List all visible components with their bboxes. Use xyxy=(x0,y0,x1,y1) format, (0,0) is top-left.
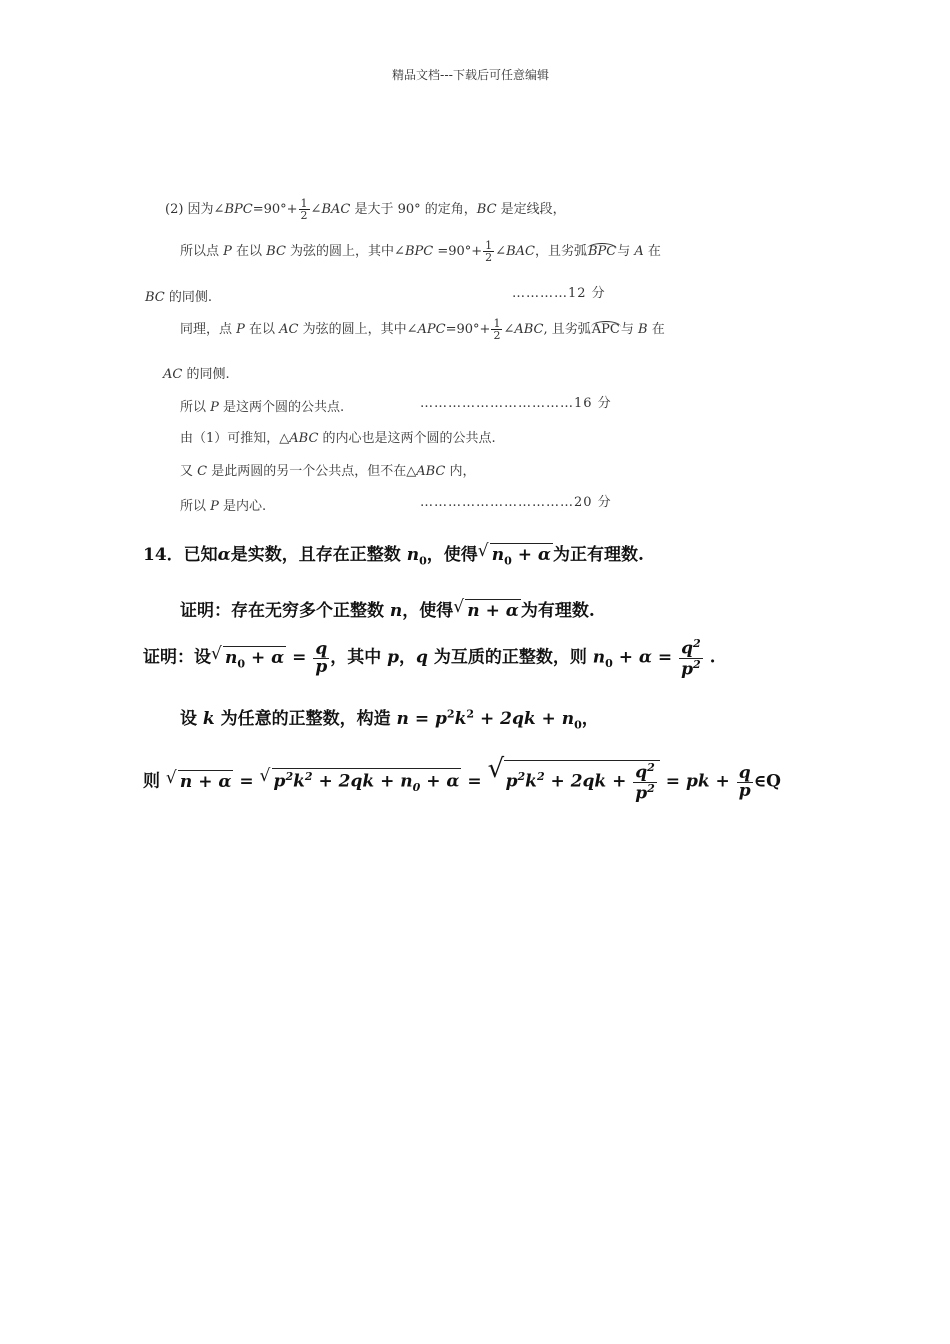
part2-line8: 又 C 是此两圆的另一个公共点，但不在△ABC 内， xyxy=(180,464,476,479)
sqrt-expanded: √ $p^2k^2 + 2qk + n_0 + \alpha$ xyxy=(259,766,460,795)
fraction-q-over-p: $\frac{q}{p}$ xyxy=(315,638,328,677)
fraction-half: $\frac{1}{2}$ xyxy=(300,197,308,222)
sqrt-n0-alpha: √ $n_0 + \alpha$ xyxy=(477,541,551,568)
part2-line9: 所以 P 是内心. xyxy=(180,499,267,514)
fraction-q-over-p: $\frac{q}{p}$ xyxy=(738,762,751,801)
part2-line5: AC 的同侧. xyxy=(163,367,230,382)
score-20: ……………………………20 分 xyxy=(420,495,612,510)
proof-line2: 设 k 为任意的正整数，构造 $n = p^2k^2 + 2qk + n_0$， xyxy=(180,707,599,732)
part2-line1: (2) 因为∠BPC=90°+ $\frac{1}{2}$ ∠BAC 是大于 90° 的定角，BC 是定线段， xyxy=(165,197,566,222)
rationals-symbol: Q xyxy=(766,771,781,792)
arc-bpc: BPC xyxy=(587,244,617,259)
sqrt-n0-alpha: √ $n_0 + \alpha$ xyxy=(211,643,285,671)
problem14-claim: 证明：存在无穷多个正整数 n，使得 √ n + α 为有理数. xyxy=(180,597,595,621)
fraction-q2-over-p2: $\frac{q^2}{p^2}$ xyxy=(681,637,701,680)
proof-line3: 则 √ n + α = √ $p^2k^2 + 2qk + n_0 + \alpha$ = √ $p^2k^2 + 2qk$ + $\frac{q^2}{p^2}$ = pk + $\frac{q}{p}$ ∈Q xyxy=(143,754,781,804)
page-header: 精品文档---下载后可任意编辑 xyxy=(392,68,549,82)
part2-line4: 同理，点 P 在以 AC 为弦的圆上，其中∠APC=90°+ $\frac{1}{2}$ ∠ABC, 且劣弧APC与 B 在 xyxy=(180,317,665,342)
problem14-statement: 14．已知α是实数，且存在正整数 $n_0$，使得 √ $n_0 + \alpha$ 为正有理数. xyxy=(143,541,644,568)
proof-line1: 证明：设 √ $n_0 + \alpha$ = $\frac{q}{p}$ ，其中 p，q 为互质的正整数，则 $n_0 + \alpha$ = $\frac{q^2}{p^2}$ . xyxy=(143,637,716,680)
fraction-half: $\frac{1}{2}$ xyxy=(493,317,501,342)
sqrt-n-alpha: √ n + α xyxy=(453,597,519,621)
arc-apc: APC xyxy=(591,322,620,337)
sqrt-n-alpha: √ n + α xyxy=(165,767,232,792)
part2-line6: 所以 P 是这两个圆的公共点. xyxy=(180,400,345,415)
score-16: ……………………………16 分 xyxy=(420,396,612,411)
part2-line3: BC 的同侧. xyxy=(145,290,213,305)
fraction-half: $\frac{1}{2}$ xyxy=(485,239,493,264)
fraction-q2-over-p2: $\frac{q^2}{p^2}$ xyxy=(635,761,655,804)
part2-line2: 所以点 P 在以 BC 为弦的圆上，其中∠BPC =90°+ $\frac{1}{2}$ ∠BAC，且劣弧BPC与 A 在 xyxy=(180,239,661,264)
sqrt-with-fraction: √ $p^2k^2 + 2qk$ + $\frac{q^2}{p^2}$ xyxy=(488,760,660,802)
part2-line7: 由（1）可推知，△ABC 的内心也是这两个圆的公共点. xyxy=(180,431,496,446)
score-12: …………12 分 xyxy=(512,286,606,301)
